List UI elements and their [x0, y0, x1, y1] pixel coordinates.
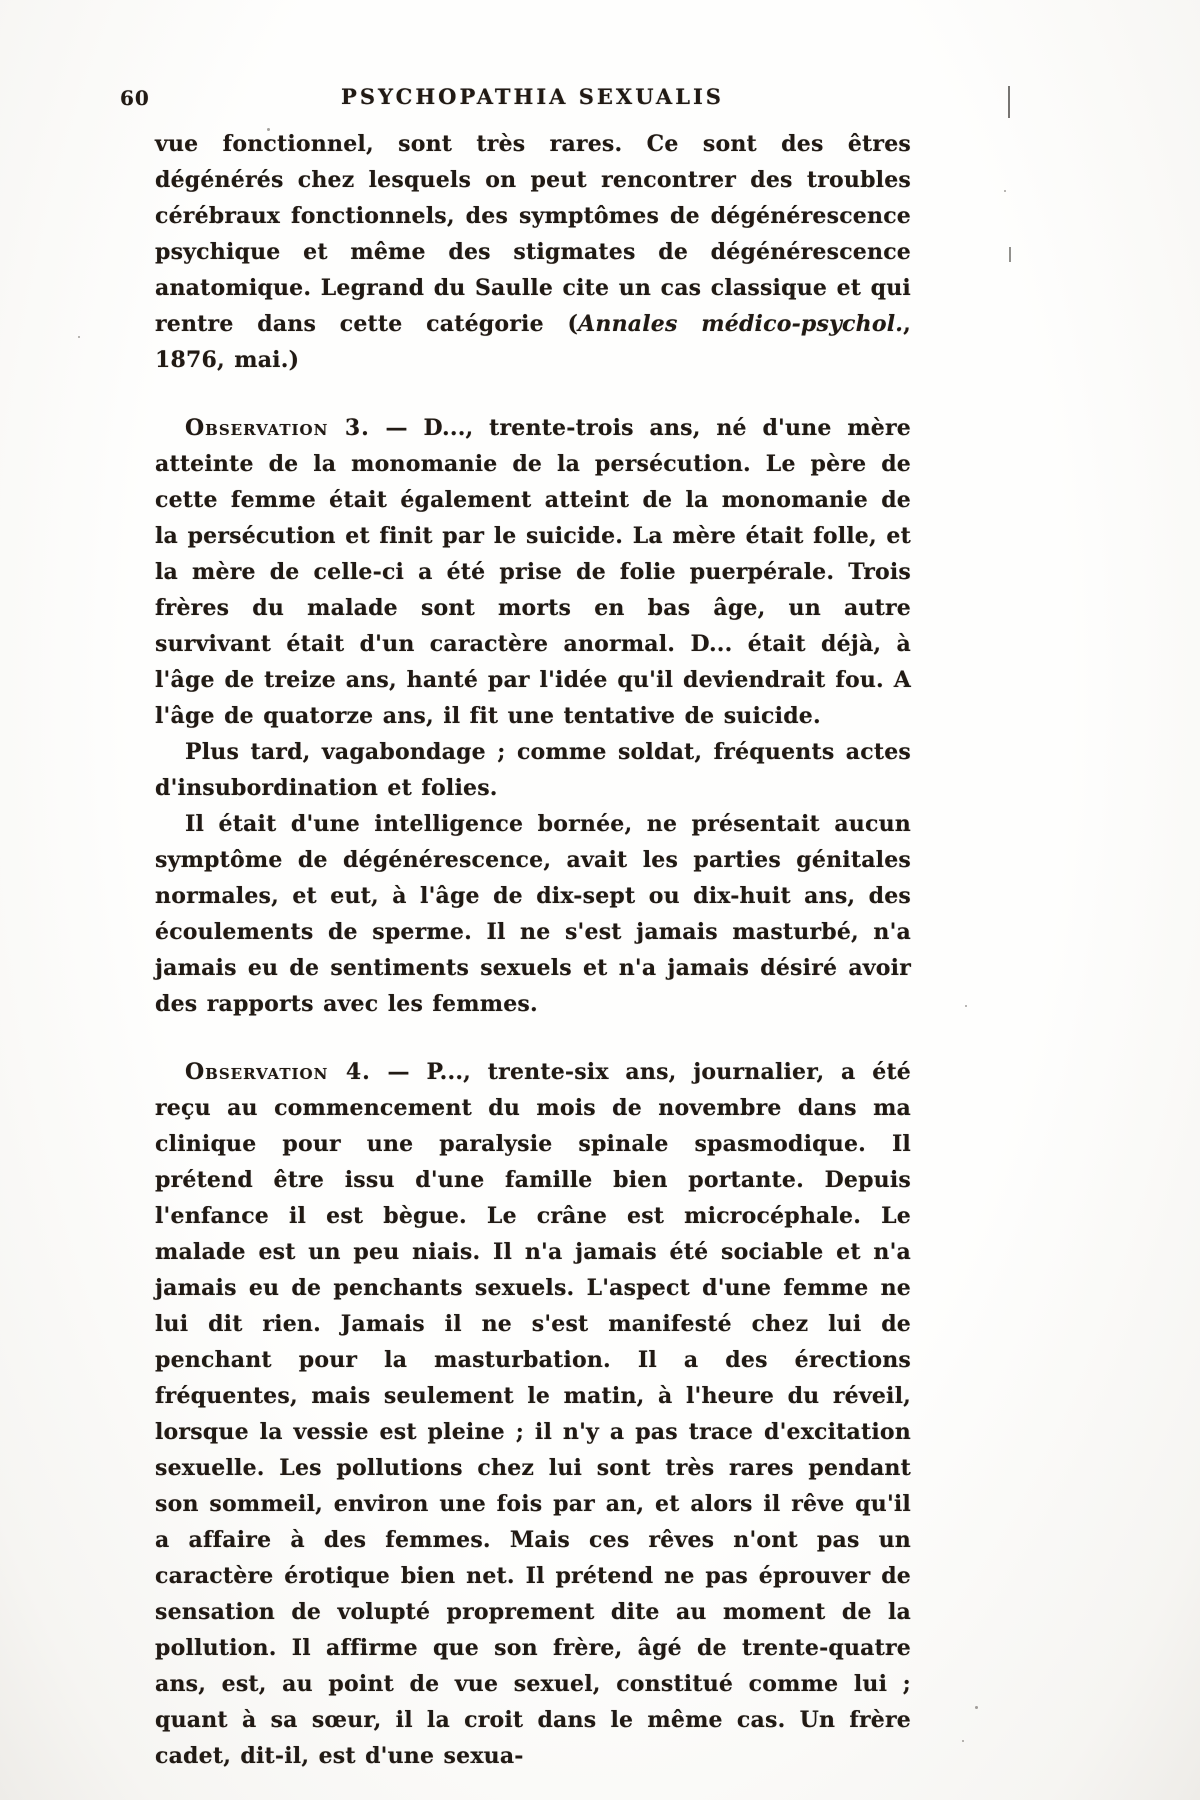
text-block [155, 126, 911, 1774]
paragraph-plus-tard: Plus tard, vagabondage ; comme soldat, fréquents actes d'insubordination et folies. [155, 739, 911, 801]
page-header [0, 84, 1200, 114]
observation-3-label: Observation 3. [185, 415, 370, 441]
observation-3-text: — D..., trente-trois ans, né d'une mère atteinte de la monomanie de la persécution. Le père de cette femme était également atteint de la monomanie de la persécution et finit par le suicide. La mère était folle, et la mère de celle-ci a été prise de folie puerpérale. Trois frères du malade sont morts en bas âge, un autre survivant était d'un caractère anormal. D... était déjà, à l'âge de treize ans, hanté par l'idée qu'il deviendrait fou. A l'âge de quatorze ans, il fit une tentative de suicide. [155, 415, 911, 729]
paragraph-intro-text: vue fonctionnel, sont très rares. Ce sont des êtres dégénérés chez lesquels on peut rencontrer des troubles cérébraux fonctionnels, des symptômes de dégénérescence psychique et même des stigmates de dégénérescence anatomique. Legrand du Saulle cite un cas classique et qui rentre dans cette catégorie ( [155, 131, 911, 337]
paragraph-intro-tail: , 1876, mai.) [155, 311, 911, 373]
page-number: 60 [120, 86, 150, 110]
scan-speck [1004, 190, 1006, 192]
scan-speck [975, 1706, 978, 1709]
scan-speck [962, 1740, 964, 1742]
running-title: PSYCHOPATHIA SEXUALIS [341, 84, 724, 109]
scan-speck [78, 336, 80, 338]
paragraph-observation-4 [155, 1054, 911, 1774]
paragraph-intro [155, 126, 911, 378]
scan-speck [267, 128, 270, 131]
scan-speck [965, 1005, 967, 1007]
paragraph-intelligence: Il était d'une intelligence bornée, ne présentait aucun symptôme de dégénérescence, avait les parties génitales normales, et eut, à l'âge de dix-sept ou dix-huit ans, des écoulements de sperme. Il ne s'est jamais masturbé, n'a jamais eu de sentiments sexuels et n'a jamais désiré avoir des rapports avec les femmes. [155, 811, 911, 1017]
observation-4-text: — P..., trente-six ans, journalier, a été reçu au commencement du mois de novembre dans ma clinique pour une paralysie spinale spasmodique. Il prétend être issu d'une famille bien portante. Depuis l'enfance il est bègue. Le crâne est microcéphale. Le malade est un peu niais. Il n'a jamais été sociable et n'a jamais eu de penchants sexuels. L'aspect d'une femme ne lui dit rien. Jamais il ne s'est manifesté chez lui de penchant pour la masturbation. Il a des érections fréquentes, mais seulement le matin, à l'heure du réveil, lorsque la vessie est pleine ; il n'y a pas trace d'excitation sexuelle. Les pollutions chez lui sont très rares pendant son sommeil, environ une fois par an, et alors il rêve qu'il a affaire à des femmes. Mais ces rêves n'ont pas un caractère érotique bien net. Il prétend ne pas éprouver de sensation de volupté proprement dite au moment de la pollution. Il affirme que son frère, âgé de trente-quatre ans, est, au point de vue sexuel, constitué comme lui ; quant à sa sœur, il la croit dans le même cas. Un frère cadet, dit-il, est d'une sexua- [155, 1059, 912, 1769]
paragraph-observation-3 [155, 410, 911, 734]
citation-title: Annales médico-psychol. [578, 311, 904, 337]
observation-4-label: Observation 4. [185, 1059, 371, 1085]
scan-artifact-line [1009, 247, 1011, 262]
scan-artifact-line [1008, 86, 1010, 118]
